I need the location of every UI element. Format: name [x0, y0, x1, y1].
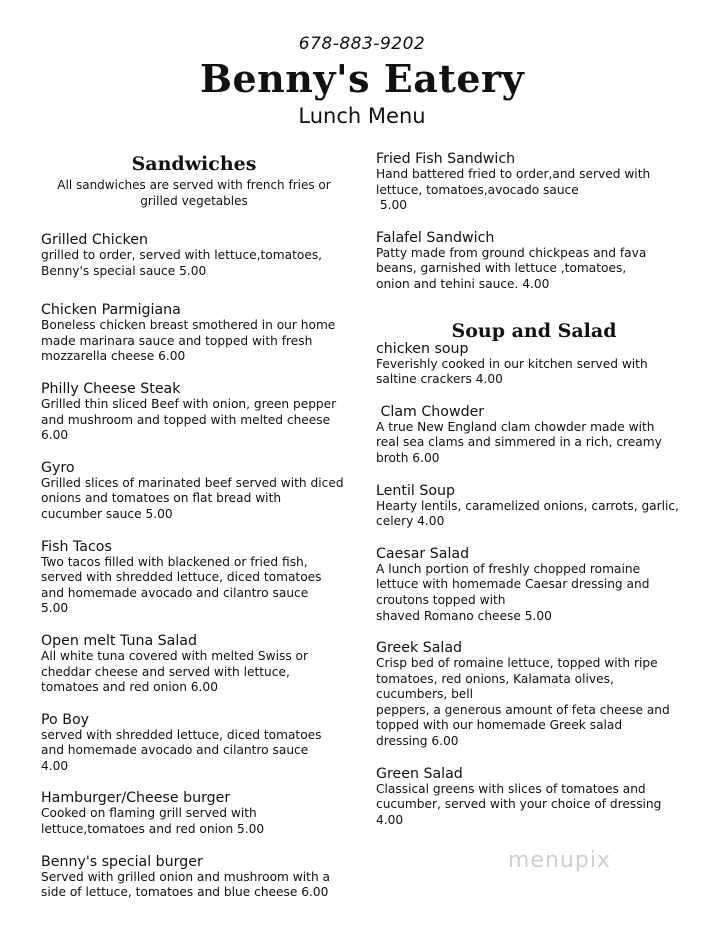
menu-item-desc: 4.00 — [376, 812, 404, 827]
menu-item-desc: topped with our homemade Greek salad — [376, 718, 623, 733]
menu-item-desc: Grilled slices of marinated beef served with diced — [41, 475, 344, 490]
menu-item-desc: celery 4.00 — [376, 514, 445, 529]
menu-item — [41, 712, 347, 775]
menu-item-desc: A true New England clam chowder made with — [376, 419, 655, 434]
menu-item-desc: lettuce with homemade Caesar dressing and — [376, 577, 650, 592]
menu-item-desc: Benny's special sauce 5.00 — [41, 263, 207, 278]
menu-item-desc: 5.00 — [41, 601, 69, 616]
menu-item-desc: tomatoes and red onion 6.00 — [41, 680, 218, 695]
menu-item-desc: onion and tehini sauce. 4.00 — [376, 276, 550, 291]
menu-item-name: Hamburger/Cheese burger — [41, 790, 231, 807]
menu-item-desc: Patty made from ground chickpeas and fava — [376, 245, 647, 260]
menu-item-desc: onions and tomatoes on flat bread with — [41, 491, 282, 506]
menu-item-desc: made marinara sauce and topped with fresh — [41, 333, 313, 348]
menu-item — [376, 151, 692, 214]
menu-item-desc: 6.00 — [41, 428, 69, 443]
menu-item — [376, 766, 692, 829]
menu-item-desc: shaved Romano cheese 5.00 — [376, 608, 552, 623]
sandwiches-note-line: All sandwiches are served with french fries or — [57, 178, 331, 192]
menu-item-name: Green Salad — [376, 765, 463, 782]
menu-item-desc: and homemade avocado and cilantro sauce — [41, 743, 309, 758]
watermark-logo: menupix — [508, 848, 611, 873]
soup-salad-heading: Soup and Salad — [451, 319, 617, 342]
menu-item-name: Gyro — [41, 459, 75, 476]
menu-item-desc: served with shredded lettuce, diced tomatoes — [41, 570, 322, 585]
menu-item-name: Falafel Sandwich — [376, 229, 495, 246]
menu-item-name: Lentil Soup — [376, 482, 456, 499]
menu-item — [41, 302, 347, 365]
menu-item — [376, 546, 692, 624]
restaurant-title: Benny's Eatery — [199, 56, 525, 101]
menu-item-desc: side of lettuce, tomatoes and blue cheese 6.00 — [41, 885, 329, 900]
menu-item-desc: dressing 6.00 — [376, 734, 459, 749]
menu-item-name: Chicken Parmigiana — [41, 302, 181, 319]
sandwiches-note — [41, 177, 347, 209]
menu-item-desc: Boneless chicken breast smothered in our home — [41, 318, 336, 333]
sandwiches-heading: Sandwiches — [131, 153, 257, 175]
menu-item-desc: and homemade avocado and cilantro sauce — [41, 585, 309, 600]
menu-item-desc: real sea clams and simmered in a rich, creamy — [376, 435, 662, 450]
menu-item-desc: lettuce, tomatoes,avocado sauce — [376, 182, 579, 197]
menu-item — [376, 404, 692, 467]
menu-item-desc: tomatoes, red onions, Kalamata olives, — [376, 671, 614, 686]
sandwiches-note-line: grilled vegetables — [140, 194, 248, 208]
right-column — [376, 151, 692, 828]
menu-item-desc: peppers, a generous amount of feta cheese and — [376, 702, 670, 717]
menu-item-name: Caesar Salad — [376, 545, 470, 562]
menu-item-desc: cucumbers, bell — [376, 687, 474, 702]
menu-item-desc: cucumber sauce 5.00 — [41, 506, 173, 521]
menu-item-desc: All white tuna covered with melted Swiss or — [41, 648, 309, 663]
menu-item-name: Open melt Tuna Salad — [41, 632, 198, 649]
menu-item-desc: beans, garnished with lettuce ,tomatoes, — [376, 261, 627, 276]
menu-item-name: Greek Salad — [376, 640, 463, 657]
menu-item-desc: and mushroom and topped with melted cheese — [41, 412, 331, 427]
menu-item-desc: 4.00 — [41, 758, 69, 773]
menu-item-name: Benny's special burger — [41, 853, 203, 870]
menu-subtitle: Lunch Menu — [298, 104, 426, 128]
menu-item-name: Philly Cheese Steak — [41, 380, 181, 397]
menu-item — [41, 633, 347, 696]
menu-item — [41, 539, 347, 617]
menu-item-desc: grilled to order, served with lettuce,tomatoes, — [41, 248, 323, 262]
menu-item-desc: Feverishly cooked in our kitchen served with — [376, 356, 648, 371]
menu-item — [376, 640, 692, 750]
menu-item-name: Po Boy — [41, 711, 90, 728]
menu-item-desc: Hand battered fried to order,and served with — [376, 167, 651, 181]
menu-item-desc: Classical greens with slices of tomatoes and — [376, 781, 646, 796]
menu-item — [41, 854, 347, 901]
menu-item — [41, 232, 347, 279]
menu-item — [41, 381, 347, 444]
menu-item-desc: saltine crackers 4.00 — [376, 372, 503, 387]
menu-item-desc: Grilled thin sliced Beef with onion, green pepper — [41, 396, 337, 411]
left-column — [41, 152, 347, 901]
menu-item — [376, 483, 692, 530]
menu-item-desc: cucumber, served with your choice of dressing — [376, 797, 662, 812]
menu-item-desc: Two tacos filled with blackened or fried fish, — [41, 554, 308, 569]
menu-item-desc: Cooked on flaming grill served with — [41, 806, 257, 821]
menu-item — [376, 230, 692, 293]
phone-number: 678-883-9202 — [298, 34, 426, 54]
menu-item-name: Fried Fish Sandwich — [376, 151, 516, 167]
menu-item-name: Clam Chowder — [376, 403, 485, 420]
menu-item-desc: Crisp bed of romaine lettuce, topped with ripe — [376, 656, 658, 671]
menu-item-desc: A lunch portion of freshly chopped romaine — [376, 561, 641, 576]
menu-item-desc: mozzarella cheese 6.00 — [41, 349, 186, 364]
menu-item-desc: 5.00 — [376, 198, 408, 213]
menu-item-desc: croutons topped with — [376, 592, 506, 607]
menu-item — [376, 341, 692, 388]
menu-item — [41, 790, 347, 837]
menu-item-desc: broth 6.00 — [376, 450, 440, 465]
menu-item-desc: lettuce,tomatoes and red onion 5.00 — [41, 822, 265, 837]
menu-item-desc: Served with grilled onion and mushroom with a — [41, 869, 331, 884]
menu-item-name: chicken soup — [376, 340, 469, 357]
menu-item — [41, 460, 347, 523]
menu-item-name: Grilled Chicken — [41, 232, 148, 248]
menu-item-desc: Hearty lentils, caramelized onions, carrots, garlic, — [376, 498, 680, 513]
menu-item-desc: cheddar cheese and served with lettuce, — [41, 664, 290, 679]
menu-item-name: Fish Tacos — [41, 538, 112, 555]
menu-item-desc: served with shredded lettuce, diced tomatoes — [41, 727, 322, 742]
